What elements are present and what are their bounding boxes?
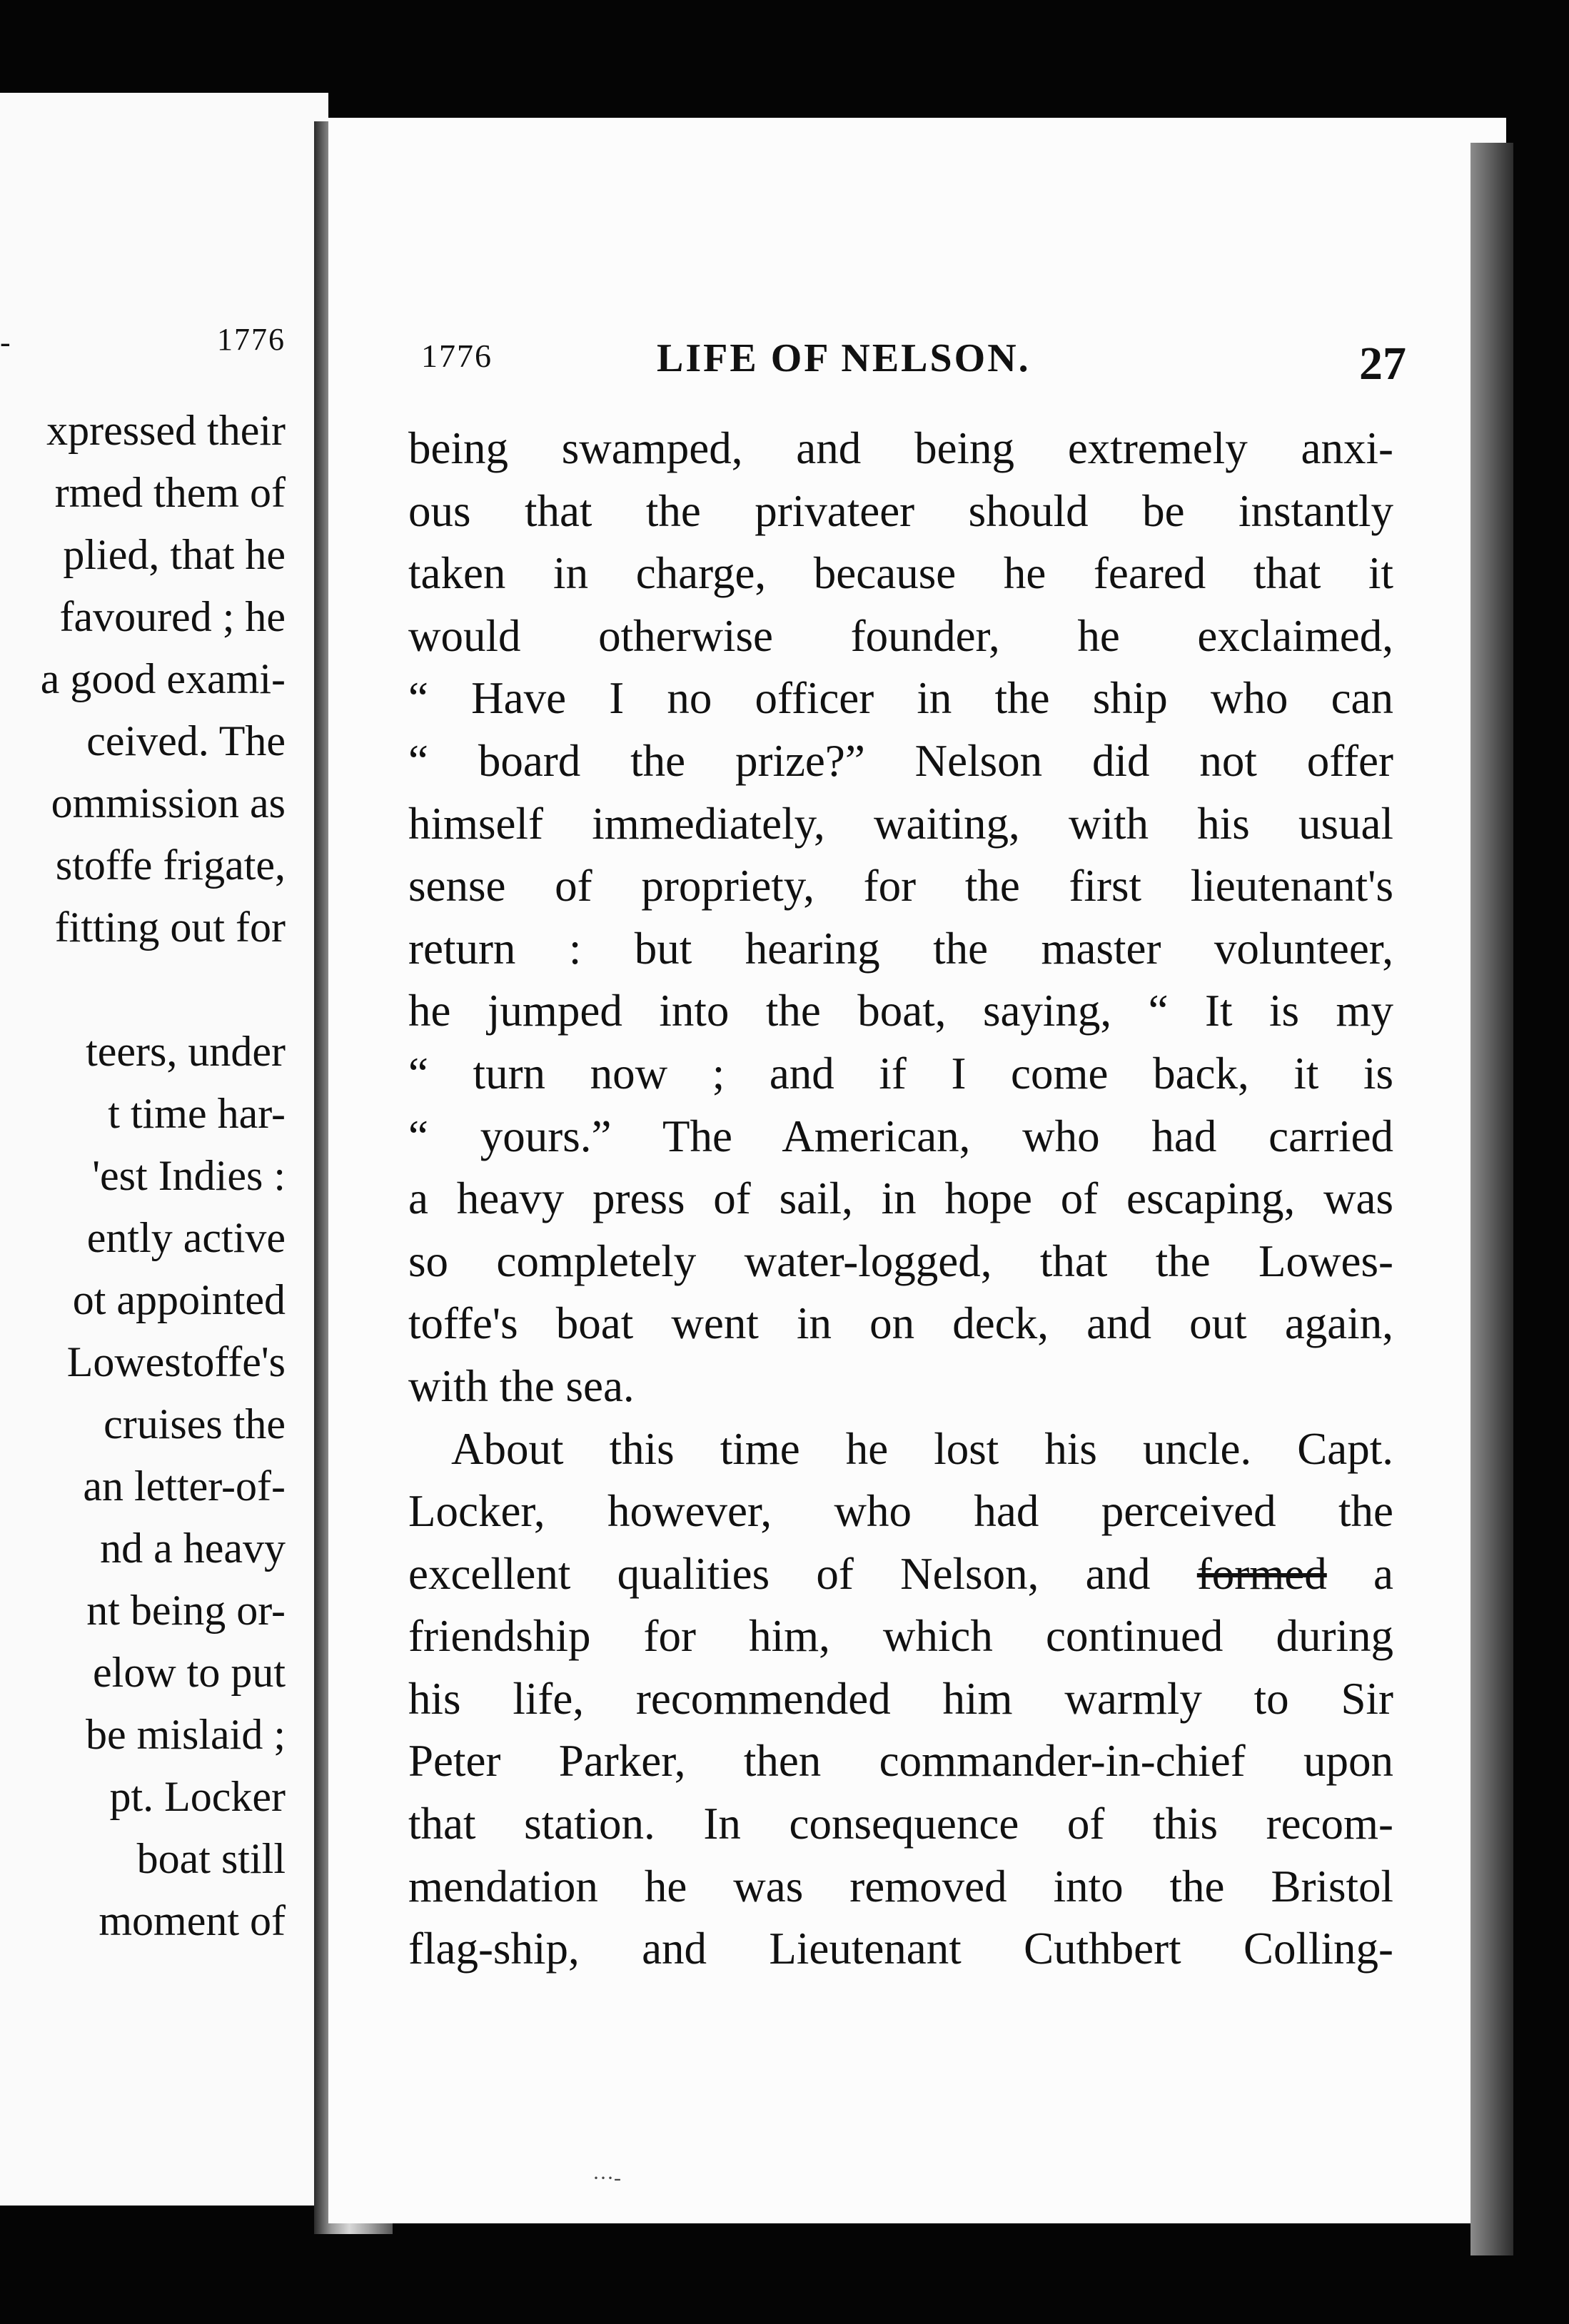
- body-text-line: return : but hearing the master volunteer,: [408, 923, 1393, 974]
- left-text-line: xpressed their: [46, 407, 286, 454]
- body-text-line: “ yours.” The American, who had carried: [408, 1111, 1393, 1161]
- left-text-line: nt being or-: [86, 1587, 286, 1634]
- body-text: [408, 418, 1393, 1981]
- body-text-line: with the sea.: [408, 1360, 635, 1411]
- body-text-line: mendation he was removed into the Bristol: [408, 1861, 1393, 1911]
- left-text-line: Lowestoffe's: [66, 1338, 286, 1385]
- left-text-line: a good exami-: [40, 655, 286, 702]
- left-text-line: boat still: [136, 1835, 286, 1882]
- body-text-line: toffe's boat went in on deck, and out again,: [408, 1298, 1393, 1349]
- body-text-line: ous that the privateer should be instantly: [408, 485, 1393, 536]
- right-header-year: 1776: [421, 338, 493, 374]
- left-text-line: pt. Locker: [109, 1773, 286, 1820]
- left-paragraph-gap: [0, 959, 286, 1021]
- body-text-line: being swamped, and being extremely anxi-: [408, 423, 1393, 473]
- left-text-line: cruises the: [104, 1400, 286, 1448]
- left-text-line: ceived. The: [86, 717, 286, 764]
- body-text-line: would otherwise founder, he exclaimed,: [408, 610, 1393, 661]
- body-text-line: so completely water-logged, that the Lowes-: [408, 1236, 1393, 1286]
- body-text-line: “ Have I no officer in the ship who can: [408, 673, 1393, 724]
- body-text-line: sense of propriety, for the first lieutenant's: [408, 861, 1393, 911]
- body-text-line: flag-ship, and Lieutenant Cuthbert Colling-: [408, 1924, 1393, 1974]
- body-text-line: Locker, however, who had perceived the: [408, 1486, 1393, 1537]
- running-title: LIFE OF NELSON.: [657, 336, 1031, 380]
- left-header-dash: -: [0, 325, 11, 360]
- left-text-line: t time har-: [108, 1090, 286, 1137]
- body-text-line: “ board the prize?” Nelson did not offer: [408, 735, 1393, 786]
- left-text-line: 'est Indies :: [92, 1152, 286, 1199]
- body-text-line: himself immediately, waiting, with his usual: [408, 798, 1393, 849]
- page-number: 27: [1359, 338, 1406, 390]
- left-text-line: favoured ; he: [59, 593, 286, 640]
- body-text-line: About this time he lost his uncle. Capt.: [451, 1423, 1393, 1474]
- left-header-year: 1776: [217, 322, 286, 357]
- struck-word: formed: [1196, 1548, 1327, 1599]
- body-text-line: that station. In consequence of this recom-: [408, 1799, 1393, 1849]
- left-page-header: [0, 321, 300, 378]
- left-text-line: nd a heavy: [100, 1525, 286, 1572]
- left-text-line: rmed them of: [54, 469, 286, 516]
- right-page-header: [421, 328, 1406, 400]
- left-page: [0, 93, 328, 2206]
- left-text-line: plied, that he: [63, 531, 286, 578]
- left-text-line: be mislaid ;: [86, 1711, 286, 1758]
- left-text-line: teers, under: [86, 1028, 286, 1075]
- left-text-line: ently active: [86, 1214, 286, 1261]
- left-text-line: stoffe frigate,: [55, 842, 286, 889]
- body-text-line: he jumped into the boat, saying, “ It is my: [408, 986, 1393, 1036]
- footer-mark: ···-: [592, 2166, 621, 2190]
- body-text-line: Peter Parker, then commander-in-chief upon: [408, 1736, 1393, 1787]
- right-page: [328, 118, 1506, 2223]
- left-page-text: [0, 400, 286, 1952]
- left-text-line: an letter-of-: [83, 1462, 286, 1510]
- body-text-line: taken in charge, because he feared that it: [408, 548, 1393, 599]
- left-text-line: fitting out for: [54, 904, 286, 951]
- body-text-line: “ turn now ; and if I come back, it is: [408, 1048, 1393, 1098]
- page-edge-shadow: [1470, 143, 1513, 2255]
- left-text-line: moment of: [99, 1897, 286, 1944]
- left-text-line: ommission as: [51, 779, 286, 827]
- body-text-line: friendship for him, which continued during: [408, 1611, 1393, 1662]
- body-text-line: a heavy press of sail, in hope of escaping, was: [408, 1173, 1393, 1224]
- left-text-line: elow to put: [93, 1649, 286, 1696]
- left-text-line: ot appointed: [72, 1276, 286, 1323]
- body-text-line: his life, recommended him warmly to Sir: [408, 1673, 1393, 1724]
- body-text-line: excellent qualities of Nelson, and formed a: [408, 1548, 1393, 1599]
